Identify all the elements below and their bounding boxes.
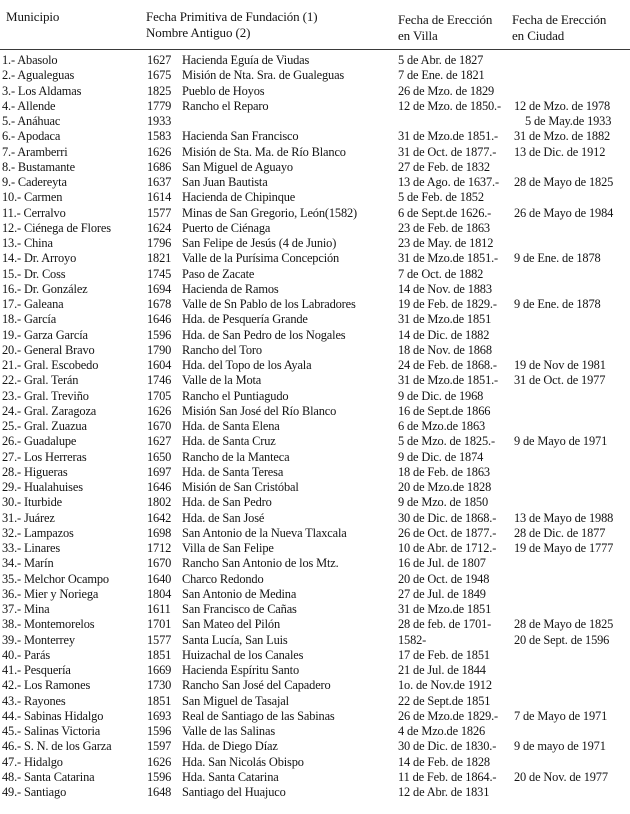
original-name-cell: San Mateo del Pilón — [182, 617, 280, 632]
municipio-cell: 31.- Juárez — [2, 510, 55, 525]
table-row — [0, 68, 630, 83]
municipio-cell: 43.- Rayones — [2, 693, 66, 708]
original-name-cell: Charco Redondo — [182, 571, 264, 586]
founding-year-cell: 1640 — [147, 571, 172, 586]
founding-year-cell: 1825 — [147, 83, 172, 98]
villa-date-cell: 24 de Feb. de 1868.- — [398, 358, 497, 372]
original-name-cell: Hda. de Santa Teresa — [182, 464, 284, 479]
villa-date-cell: 1582- — [398, 632, 427, 647]
table-row — [0, 145, 630, 160]
villa-date-cell: 31 de Mzo.de 1851 — [398, 602, 492, 616]
header-municipio: Municipio — [6, 9, 60, 24]
municipio-cell: 36.- Mier y Noriega — [2, 586, 99, 601]
header-fundacion-line1: Fecha Primitiva de Fundación (1) — [146, 9, 318, 24]
villa-date-cell: 30 de Dic. de 1830.- — [398, 739, 497, 754]
villa-date-cell: 20 de Mzo.de 1828 — [398, 480, 492, 494]
municipio-cell: 8.- Bustamante — [2, 159, 75, 174]
table-row — [0, 495, 630, 510]
villa-date-cell: 31 de Mzo.de 1851 — [398, 312, 492, 327]
ciudad-date-cell: 9 de Ene. de 1878 — [514, 251, 601, 266]
founding-year-cell: 1712 — [147, 541, 172, 555]
municipio-cell: 41.- Pesquería — [2, 663, 71, 677]
original-name-cell: Hacienda de Chipinque — [182, 190, 296, 205]
villa-date-cell: 21 de Jul. de 1844 — [398, 663, 486, 677]
founding-year-cell: 1693 — [147, 708, 172, 723]
municipio-cell: 11.- Cerralvo — [2, 205, 66, 220]
founding-year-cell: 1802 — [147, 495, 172, 510]
original-name-cell: Huizachal de los Canales — [182, 647, 304, 662]
original-name-cell: Minas de San Gregorio, León(1582) — [182, 205, 358, 220]
ciudad-date-cell: 28 de Mayo de 1825 — [514, 617, 614, 632]
founding-year-cell: 1596 — [147, 724, 172, 738]
table-row — [0, 678, 630, 693]
municipio-cell: 38.- Montemorelos — [2, 617, 95, 632]
villa-date-cell: 1o. de Nov.de 1912 — [398, 678, 492, 693]
original-name-cell: Rancho el Puntiagudo — [182, 388, 289, 403]
table-row — [0, 221, 630, 236]
original-name-cell: Misión de Nta. Sra. de Gualeguas — [182, 68, 345, 83]
original-name-cell: San Antonio de la Nueva Tlaxcala — [182, 525, 347, 540]
villa-date-cell: 28 de feb. de 1701- — [398, 617, 492, 632]
original-name-cell: San Antonio de Medina — [182, 586, 297, 601]
original-name-cell: Valle de las Salinas — [182, 724, 276, 738]
villa-date-cell: 9 de Mzo. de 1850 — [398, 495, 489, 510]
municipio-cell: 7.- Aramberri — [2, 144, 68, 159]
ciudad-date-cell: 13 de Dic. de 1912 — [514, 144, 606, 159]
original-name-cell: Rancho San Antonio de los Mtz. — [182, 556, 339, 571]
municipio-cell: 26.- Guadalupe — [2, 434, 77, 449]
founding-year-cell: 1627 — [147, 434, 172, 449]
villa-date-cell: 14 de Feb. de 1828 — [398, 754, 490, 769]
municipio-cell: 16.- Dr. González — [2, 281, 88, 296]
table-row — [0, 328, 630, 343]
municipio-cell: 21.- Gral. Escobedo — [2, 358, 99, 372]
municipio-cell: 13.- China — [2, 236, 53, 250]
villa-date-cell: 5 de Mzo. de 1825.- — [398, 434, 495, 449]
municipios-table — [0, 53, 630, 800]
table-row — [0, 358, 630, 373]
original-name-cell: Rancho del Toro — [182, 342, 262, 357]
ciudad-date-cell: 9 de Mayo de 1971 — [514, 434, 608, 449]
table-row — [0, 587, 630, 602]
original-name-cell: San Francisco de Cañas — [182, 602, 297, 616]
original-name-cell: San Juan Bautista — [182, 175, 268, 189]
founding-year-cell: 1627 — [147, 53, 172, 67]
table-row — [0, 404, 630, 419]
table-row — [0, 541, 630, 556]
villa-date-cell: 9 de Dic. de 1874 — [398, 449, 484, 464]
table-row — [0, 99, 630, 114]
villa-date-cell: 5 de Abr. de 1827 — [398, 53, 484, 67]
ciudad-date-cell: 20 de Nov. de 1977 — [514, 769, 608, 784]
table-row — [0, 511, 630, 526]
villa-date-cell: 17 de Feb. de 1851 — [398, 647, 490, 662]
original-name-cell: Hda. de San José — [182, 510, 265, 525]
founding-year-cell: 1604 — [147, 358, 172, 372]
founding-year-cell: 1626 — [147, 754, 172, 769]
table-row — [0, 297, 630, 312]
table-row — [0, 53, 630, 68]
table-row — [0, 206, 630, 221]
municipio-cell: 18.- García — [2, 312, 57, 327]
founding-year-cell: 1779 — [147, 98, 172, 113]
table-row — [0, 450, 630, 465]
municipio-cell: 5.- Anáhuac — [2, 114, 61, 128]
municipio-cell: 9.- Cadereyta — [2, 175, 67, 189]
villa-date-cell: 10 de Abr. de 1712.- — [398, 541, 497, 555]
founding-year-cell: 1648 — [147, 785, 172, 799]
table-row — [0, 419, 630, 434]
ciudad-date-cell: 19 de Mayo de 1777 — [514, 541, 614, 555]
founding-year-cell: 1626 — [147, 403, 172, 418]
villa-date-cell: 31 de Oct. de 1877.- — [398, 144, 497, 159]
ciudad-date-cell: 28 de Dic. de 1877 — [514, 525, 606, 540]
original-name-cell: Hacienda de Ramos — [182, 281, 279, 296]
founding-year-cell: 1796 — [147, 236, 172, 250]
villa-date-cell: 7 de Ene. de 1821 — [398, 68, 485, 83]
municipio-cell: 4.- Allende — [2, 98, 56, 113]
founding-year-cell: 1745 — [147, 266, 172, 281]
municipio-cell: 29.- Hualahuises — [2, 480, 83, 494]
villa-date-cell: 4 de Mzo.de 1826 — [398, 724, 486, 738]
original-name-cell: Rancho de la Manteca — [182, 449, 290, 464]
ciudad-date-cell: 7 de Mayo de 1971 — [514, 708, 608, 723]
ciudad-date-cell-line2: 5 de May.de 1933 — [525, 114, 612, 128]
founding-year-cell: 1646 — [147, 312, 172, 327]
municipio-cell: 28.- Higueras — [2, 464, 68, 479]
villa-date-cell: 23 de May. de 1812 — [398, 236, 494, 250]
original-name-cell: Hda. de San Pedro de los Nogales — [182, 327, 346, 342]
municipio-cell: 48.- Santa Catarina — [2, 769, 95, 784]
villa-date-cell: 5 de Feb. de 1852 — [398, 190, 484, 205]
founding-year-cell: 1583 — [147, 129, 172, 144]
municipio-cell: 35.- Melchor Ocampo — [2, 571, 109, 586]
founding-year-cell: 1597 — [147, 739, 172, 754]
founding-year-cell: 1678 — [147, 297, 172, 311]
municipio-cell: 39.- Monterrey — [2, 632, 75, 647]
original-name-cell: San Miguel de Tasajal — [182, 693, 289, 708]
original-name-cell: San Felipe de Jesús (4 de Junio) — [182, 236, 337, 250]
original-name-cell: San Miguel de Aguayo — [182, 159, 293, 174]
villa-date-cell: 11 de Feb. de 1864.- — [398, 769, 497, 784]
ciudad-date-cell: 31 de Oct. de 1977 — [514, 373, 606, 388]
original-name-cell: Hda. San Nicolás Obispo — [182, 754, 304, 769]
original-name-cell: Pueblo de Hoyos — [182, 83, 265, 98]
municipio-cell: 24.- Gral. Zaragoza — [2, 403, 97, 418]
original-name-cell: Valle de la Mota — [182, 373, 262, 388]
original-name-cell: Hda. de Pesquería Grande — [182, 312, 308, 327]
municipio-cell: 14.- Dr. Arroyo — [2, 251, 77, 266]
original-name-cell: Santiago del Huajuco — [182, 785, 286, 799]
founding-year-cell: 1686 — [147, 159, 172, 174]
founding-year-cell: 1670 — [147, 556, 172, 571]
villa-date-cell: 23 de Feb. de 1863 — [398, 220, 490, 235]
founding-year-cell: 1701 — [147, 617, 172, 632]
municipio-cell: 32.- Lampazos — [2, 525, 74, 540]
founding-year-cell: 1851 — [147, 693, 172, 708]
municipio-cell: 17.- Galeana — [2, 297, 64, 311]
original-name-cell: Villa de San Felipe — [182, 541, 274, 555]
villa-date-cell: 27 de Feb. de 1832 — [398, 159, 490, 174]
villa-date-cell: 12 de Abr. de 1831 — [398, 785, 490, 799]
ciudad-date-cell: 9 de mayo de 1971 — [514, 739, 606, 754]
original-name-cell: Misión de San Cristóbal — [182, 480, 299, 494]
founding-year-cell: 1614 — [147, 190, 172, 205]
original-name-cell: Hda. de Diego Díaz — [182, 739, 278, 754]
table-row — [0, 190, 630, 205]
municipio-cell: 44.- Sabinas Hidalgo — [2, 708, 104, 723]
header-ciudad-line1: Fecha de Erección — [512, 12, 607, 27]
founding-year-cell: 1646 — [147, 480, 172, 494]
founding-year-cell: 1642 — [147, 510, 172, 525]
founding-year-cell: 1804 — [147, 586, 172, 601]
original-name-cell: Hacienda Espíritu Santo — [182, 663, 299, 677]
founding-year-cell: 1705 — [147, 388, 172, 403]
original-name-cell: Puerto de Ciénaga — [182, 220, 271, 235]
founding-year-cell: 1694 — [147, 281, 172, 296]
founding-year-cell: 1933 — [147, 114, 172, 128]
table-row — [0, 434, 630, 449]
municipio-cell: 20.- General Bravo — [2, 342, 95, 357]
table-row — [0, 694, 630, 709]
founding-year-cell: 1637 — [147, 175, 172, 189]
municipio-cell: 2.- Agualeguas — [2, 68, 75, 83]
ciudad-date-cell: 13 de Mayo de 1988 — [514, 510, 614, 525]
original-name-cell: Hda. de San Pedro — [182, 495, 272, 510]
table-row — [0, 389, 630, 404]
villa-date-cell: 26 de Mzo.de 1829.- — [398, 708, 499, 723]
villa-date-cell: 18 de Nov. de 1868 — [398, 342, 492, 357]
original-name-cell: Hacienda San Francisco — [182, 129, 299, 144]
municipio-cell: 3.- Los Aldamas — [2, 83, 82, 98]
founding-year-cell: 1730 — [147, 678, 172, 693]
original-name-cell: Hda. Santa Catarina — [182, 769, 279, 784]
villa-date-cell: 31 de Mzo.de 1851.- — [398, 251, 499, 266]
table-row — [0, 84, 630, 99]
founding-year-cell: 1790 — [147, 342, 172, 357]
villa-date-cell: 9 de Dic. de 1968 — [398, 388, 484, 403]
table-row — [0, 480, 630, 495]
founding-year-cell: 1669 — [147, 663, 172, 677]
municipio-cell: 25.- Gral. Zuazua — [2, 419, 87, 433]
header-villa-line2: en Villa — [398, 28, 438, 43]
original-name-cell: Misión de Sta. Ma. de Río Blanco — [182, 144, 346, 159]
table-row — [0, 770, 630, 785]
municipio-cell: 49.- Santiago — [2, 785, 67, 799]
founding-year-cell: 1611 — [147, 602, 171, 616]
original-name-cell: Rancho San José del Capadero — [182, 678, 331, 693]
table-row — [0, 282, 630, 297]
founding-year-cell: 1675 — [147, 68, 172, 83]
municipio-cell: 45.- Salinas Victoria — [2, 724, 101, 738]
original-name-cell: Santa Lucía, San Luis — [182, 632, 288, 647]
villa-date-cell: 27 de Jul. de 1849 — [398, 586, 486, 601]
municipio-cell: 1.- Abasolo — [2, 53, 58, 67]
founding-year-cell: 1596 — [147, 327, 172, 342]
table-row — [0, 312, 630, 327]
table-row — [0, 526, 630, 541]
ciudad-date-cell: 26 de Mayo de 1984 — [514, 205, 614, 220]
municipio-cell: 33.- Linares — [2, 541, 61, 555]
villa-date-cell: 7 de Oct. de 1882 — [398, 266, 484, 281]
municipio-cell: 37.- Mina — [2, 602, 50, 616]
villa-date-cell: 14 de Nov. de 1883 — [398, 281, 492, 296]
municipio-cell: 34.- Marín — [2, 556, 54, 571]
villa-date-cell: 16 de Jul. de 1807 — [398, 556, 486, 571]
table-row — [0, 175, 630, 190]
table-row — [0, 663, 630, 678]
villa-date-cell: 6 de Sept.de 1626.- — [398, 205, 492, 220]
original-name-cell: Hda. del Topo de los Ayala — [182, 358, 312, 372]
table-row — [0, 251, 630, 266]
header-villa-line1: Fecha de Erección — [398, 12, 493, 27]
municipio-cell: 23.- Gral. Treviño — [2, 388, 89, 403]
founding-year-cell: 1577 — [147, 205, 172, 220]
ciudad-date-cell: 19 de Nov de 1981 — [514, 358, 606, 372]
table-row — [0, 755, 630, 770]
founding-year-cell: 1650 — [147, 449, 172, 464]
original-name-cell: Hacienda Eguía de Viudas — [182, 53, 310, 67]
villa-date-cell: 31 de Mzo.de 1851.- — [398, 373, 499, 388]
header-fundacion-line2: Nombre Antiguo (2) — [146, 25, 251, 40]
villa-date-cell: 22 de Sept.de 1851 — [398, 693, 491, 708]
municipio-cell: 15.- Dr. Coss — [2, 266, 66, 281]
table-row — [0, 617, 630, 632]
founding-year-cell: 1851 — [147, 647, 172, 662]
table-row — [0, 160, 630, 175]
founding-year-cell: 1577 — [147, 632, 172, 647]
table-row — [0, 373, 630, 388]
founding-year-cell: 1624 — [147, 220, 172, 235]
original-name-cell: Valle de Sn Pablo de los Labradores — [182, 297, 356, 311]
table-row — [0, 236, 630, 251]
ciudad-date-cell: 31 de Mzo. de 1882 — [514, 129, 611, 144]
original-name-cell: Hda. de Santa Elena — [182, 419, 280, 433]
municipio-cell: 12.- Ciénega de Flores — [2, 220, 111, 235]
villa-date-cell: 31 de Mzo.de 1851.- — [398, 129, 499, 144]
villa-date-cell: 26 de Mzo. de 1829 — [398, 83, 495, 98]
table-row — [0, 633, 630, 648]
table-row — [0, 785, 630, 800]
table-row — [0, 648, 630, 663]
original-name-cell: Rancho el Reparo — [182, 98, 269, 113]
municipio-cell: 30.- Iturbide — [2, 495, 62, 510]
founding-year-cell: 1626 — [147, 144, 172, 159]
table-row — [0, 465, 630, 480]
ciudad-date-cell: 12 de Mzo. de 1978 — [514, 98, 611, 113]
table-row — [0, 129, 630, 144]
table-row — [0, 267, 630, 282]
municipio-cell: 22.- Gral. Terán — [2, 373, 79, 388]
table-row — [0, 602, 630, 617]
table-row — [0, 343, 630, 358]
villa-date-cell: 26 de Oct. de 1877.- — [398, 525, 497, 540]
founding-year-cell: 1596 — [147, 769, 172, 784]
table-row — [0, 709, 630, 724]
table-row — [0, 114, 630, 129]
original-name-cell: Misión San José del Río Blanco — [182, 403, 337, 418]
ciudad-date-cell: 20 de Sept. de 1596 — [514, 632, 610, 647]
founding-year-cell: 1821 — [147, 251, 172, 266]
villa-date-cell: 13 de Ago. de 1637.- — [398, 175, 499, 189]
founding-year-cell: 1697 — [147, 464, 172, 479]
municipio-cell: 10.- Carmen — [2, 190, 63, 205]
villa-date-cell: 20 de Oct. de 1948 — [398, 571, 490, 586]
municipio-cell: 19.- Garza García — [2, 327, 88, 342]
table-row — [0, 556, 630, 571]
villa-date-cell: 14 de Dic. de 1882 — [398, 327, 490, 342]
villa-date-cell: 12 de Mzo. de 1850.- — [398, 98, 501, 113]
founding-year-cell: 1746 — [147, 373, 172, 388]
villa-date-cell: 6 de Mzo.de 1863 — [398, 419, 486, 433]
founding-year-cell: 1698 — [147, 525, 172, 540]
table-row — [0, 739, 630, 754]
municipio-cell: 47.- Hidalgo — [2, 754, 63, 769]
original-name-cell: Real de Santiago de las Sabinas — [182, 708, 335, 723]
villa-date-cell: 16 de Sept.de 1866 — [398, 403, 491, 418]
municipio-cell: 40.- Parás — [2, 647, 51, 662]
table-row — [0, 572, 630, 587]
ciudad-date-cell: 9 de Ene. de 1878 — [514, 297, 601, 311]
municipio-cell: 6.- Apodaca — [2, 129, 61, 144]
villa-date-cell: 30 de Dic. de 1868.- — [398, 510, 497, 525]
header-divider — [0, 49, 630, 50]
municipio-cell: 42.- Los Ramones — [2, 678, 91, 693]
founding-year-cell: 1670 — [147, 419, 172, 433]
villa-date-cell: 18 de Feb. de 1863 — [398, 464, 490, 479]
table-row — [0, 724, 630, 739]
original-name-cell: Valle de la Purísima Concepción — [182, 251, 340, 266]
villa-date-cell: 19 de Feb. de 1829.- — [398, 297, 497, 311]
municipio-cell: 27.- Los Herreras — [2, 449, 87, 464]
original-name-cell: Paso de Zacate — [182, 266, 255, 281]
ciudad-date-cell: 28 de Mayo de 1825 — [514, 175, 614, 189]
original-name-cell: Hda. de Santa Cruz — [182, 434, 276, 449]
municipio-cell: 46.- S. N. de los Garza — [2, 739, 112, 754]
header-ciudad-line2: en Ciudad — [512, 28, 565, 43]
